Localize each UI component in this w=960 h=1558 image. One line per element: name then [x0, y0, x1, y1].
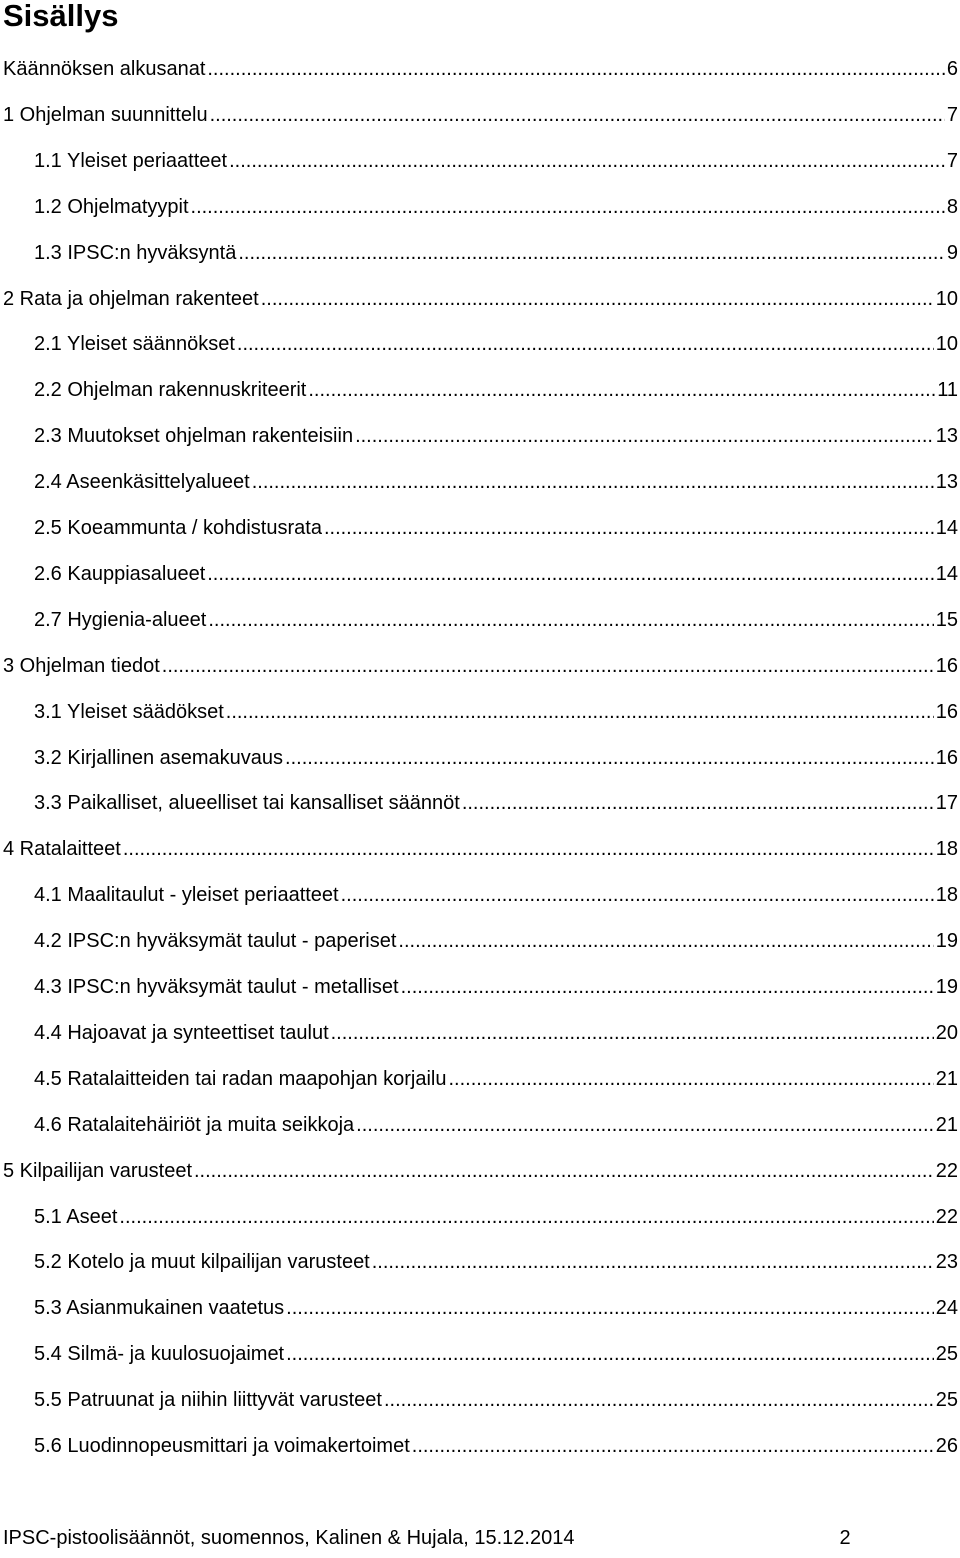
- toc-dot-leader: [123, 834, 934, 864]
- toc-entry-page: 19: [935, 976, 958, 998]
- toc-entry-page: 14: [935, 517, 958, 539]
- toc-entry[interactable]: [34, 788, 958, 818]
- toc-entry[interactable]: [3, 651, 958, 681]
- toc-entry-label: 2.7 Hygienia-alueet: [34, 608, 207, 631]
- toc-dot-leader: [372, 1247, 934, 1277]
- toc-entry-label: 2.6 Kauppiasalueet: [34, 562, 206, 585]
- toc-dot-leader: [229, 146, 945, 176]
- toc-dot-leader: [341, 880, 934, 910]
- toc-entry[interactable]: [34, 421, 958, 451]
- toc-dot-leader: [162, 651, 934, 681]
- toc-dot-leader: [286, 1339, 934, 1369]
- toc-dot-leader: [191, 192, 945, 222]
- toc-entry-label: 1 Ohjelman suunnittelu: [3, 103, 208, 126]
- toc-entry[interactable]: [34, 467, 958, 497]
- toc-entry[interactable]: [34, 146, 958, 176]
- page-title: Sisällys: [3, 0, 119, 33]
- toc-entry[interactable]: [34, 192, 958, 222]
- toc-entry[interactable]: [34, 605, 958, 635]
- toc-dot-leader: [356, 1110, 934, 1140]
- toc-dot-leader: [449, 1064, 934, 1094]
- toc-entry[interactable]: [34, 1247, 958, 1277]
- toc-entry[interactable]: [34, 329, 958, 359]
- toc-dot-leader: [401, 972, 934, 1002]
- toc-entry[interactable]: [3, 54, 958, 84]
- toc-entry-label: 4.3 IPSC:n hyväksymät taulut - metalliset: [34, 976, 399, 998]
- toc-entry[interactable]: [34, 513, 958, 543]
- toc-entry[interactable]: [3, 1156, 958, 1186]
- toc-entry-label: 5.3 Asianmukainen vaatetus: [34, 1297, 285, 1320]
- toc-dot-leader: [226, 697, 934, 727]
- toc-entry-page: 25: [935, 1389, 958, 1412]
- toc-entry-page: 13: [935, 471, 958, 494]
- toc-entry-page: 23: [935, 1251, 958, 1274]
- toc-entry-label: 5.2 Kotelo ja muut kilpailijan varusteet: [34, 1251, 370, 1274]
- toc-entry-page: 19: [935, 930, 958, 953]
- toc-entry[interactable]: [34, 375, 958, 405]
- toc-entry-page: 7: [946, 149, 958, 172]
- toc-dot-leader: [331, 1018, 934, 1048]
- toc-entry[interactable]: [34, 1385, 958, 1415]
- toc-entry[interactable]: [34, 1339, 958, 1369]
- toc-entry-page: 11: [937, 379, 958, 402]
- toc-entry-page: 24: [935, 1297, 958, 1320]
- toc-dot-leader: [207, 559, 934, 589]
- toc-dot-leader: [285, 743, 934, 773]
- toc-entry-label: 3.3 Paikalliset, alueelliset tai kansalliset säännöt: [34, 792, 460, 815]
- toc-entry[interactable]: [34, 1431, 958, 1461]
- toc-entry-label: 4 Ratalaitteet: [3, 838, 121, 861]
- toc-entry-page: 6: [946, 58, 958, 80]
- toc-dot-leader: [210, 100, 945, 130]
- toc-entry-page: 17: [935, 792, 958, 815]
- toc-entry[interactable]: [34, 1018, 958, 1048]
- toc-dot-leader: [208, 605, 933, 635]
- footer-text: IPSC-pistoolisäännöt, suomennos, Kalinen & Hujala, 15.12.2014: [3, 1527, 575, 1549]
- toc-dot-leader: [308, 375, 935, 405]
- toc-entry[interactable]: [3, 284, 958, 314]
- toc-entry-label: 1.1 Yleiset periaatteet: [34, 149, 228, 172]
- toc-entry-page: 16: [935, 746, 958, 769]
- toc-entry[interactable]: [34, 559, 958, 589]
- toc-entry[interactable]: [34, 1293, 958, 1323]
- toc-entry-label: 2.5 Koeammunta / kohdistusrata: [34, 517, 322, 539]
- toc-dot-leader: [398, 926, 933, 956]
- toc-entry-page: 22: [935, 1159, 958, 1182]
- toc-dot-leader: [286, 1293, 934, 1323]
- toc-entry-label: 2.2 Ohjelman rakennuskriteerit: [34, 379, 307, 402]
- toc-entry-label: 5 Kilpailijan varusteet: [3, 1159, 192, 1182]
- toc-entry-page: 21: [935, 1067, 958, 1090]
- toc-entry[interactable]: [3, 100, 958, 130]
- toc-entry[interactable]: [34, 880, 958, 910]
- toc-entry-label: 2 Rata ja ohjelman rakenteet: [3, 287, 259, 310]
- toc-entry-label: 1.3 IPSC:n hyväksyntä: [34, 241, 237, 264]
- toc-entry-page: 15: [935, 608, 958, 631]
- toc-entry[interactable]: [34, 743, 958, 773]
- toc-entry-page: 7: [946, 103, 958, 126]
- toc-entry-label: 5.1 Aseet: [34, 1205, 118, 1228]
- toc-dot-leader: [119, 1202, 933, 1232]
- toc-entry-label: 3.1 Yleiset säädökset: [34, 700, 224, 723]
- toc-entry-label: 1.2 Ohjelmatyypit: [34, 195, 189, 218]
- toc-entry-page: 22: [935, 1205, 958, 1228]
- toc-entry-label: 2.3 Muutokset ohjelman rakenteisiin: [34, 425, 354, 448]
- toc-entry-label: 3.2 Kirjallinen asemakuvaus: [34, 746, 284, 769]
- toc-entry-label: 4.6 Ratalaitehäiriöt ja muita seikkoja: [34, 1113, 355, 1136]
- toc-entry[interactable]: [34, 238, 958, 268]
- toc-entry-page: 18: [935, 884, 958, 907]
- toc-entry-label: Käännöksen alkusanat: [3, 58, 206, 80]
- toc-entry-page: 21: [935, 1113, 958, 1136]
- toc-dot-leader: [207, 54, 945, 84]
- toc-entry-page: 10: [935, 287, 958, 310]
- toc-dot-leader: [194, 1156, 934, 1186]
- toc-entry[interactable]: [34, 972, 958, 1002]
- toc-dot-leader: [324, 513, 934, 543]
- toc-entry-label: 5.5 Patruunat ja niihin liittyvät varusteet: [34, 1389, 382, 1412]
- toc-dot-leader: [355, 421, 934, 451]
- toc-entry-label: 4.5 Ratalaitteiden tai radan maapohjan korjailu: [34, 1067, 447, 1090]
- toc-dot-leader: [238, 238, 945, 268]
- toc-entry[interactable]: [34, 926, 958, 956]
- toc-entry-label: 5.4 Silmä- ja kuulosuojaimet: [34, 1343, 285, 1366]
- toc-entry-page: 18: [935, 838, 958, 861]
- toc-entry-page: 14: [935, 562, 958, 585]
- toc-entry[interactable]: [34, 1202, 958, 1232]
- toc-entry[interactable]: [3, 834, 958, 864]
- toc-entry-label: 5.6 Luodinnopeusmittari ja voimakertoimet: [34, 1435, 410, 1457]
- toc-entry-page: 13: [935, 425, 958, 448]
- toc-dot-leader: [252, 467, 934, 497]
- toc-entry-label: 4.1 Maalitaulut - yleiset periaatteet: [34, 884, 339, 907]
- toc-entry[interactable]: [34, 1064, 958, 1094]
- toc-entry-label: 3 Ohjelman tiedot: [3, 654, 160, 677]
- toc-dot-leader: [412, 1431, 934, 1461]
- toc-dot-leader: [261, 284, 934, 314]
- toc-entry-page: 8: [946, 195, 958, 218]
- toc-entry-label: 2.4 Aseenkäsittelyalueet: [34, 471, 250, 494]
- toc-entry-page: 16: [935, 654, 958, 677]
- toc-entry-label: 2.1 Yleiset säännökset: [34, 333, 235, 356]
- toc-entry-page: 9: [946, 241, 958, 264]
- toc-entry-page: 10: [935, 333, 958, 356]
- toc-dot-leader: [462, 788, 934, 818]
- toc-dot-leader: [384, 1385, 934, 1415]
- footer-page-number: 2: [839, 1527, 851, 1549]
- toc-entry[interactable]: [34, 697, 958, 727]
- toc-entry[interactable]: [34, 1110, 958, 1140]
- toc-entry-page: 26: [935, 1435, 958, 1457]
- toc-entry-label: 4.4 Hajoavat ja synteettiset taulut: [34, 1021, 329, 1044]
- toc-dot-leader: [237, 329, 934, 359]
- toc-entry-page: 25: [935, 1343, 958, 1366]
- toc-entry-label: 4.2 IPSC:n hyväksymät taulut - paperiset: [34, 930, 397, 953]
- toc-entry-page: 16: [935, 700, 958, 723]
- toc-entry-page: 20: [935, 1021, 958, 1044]
